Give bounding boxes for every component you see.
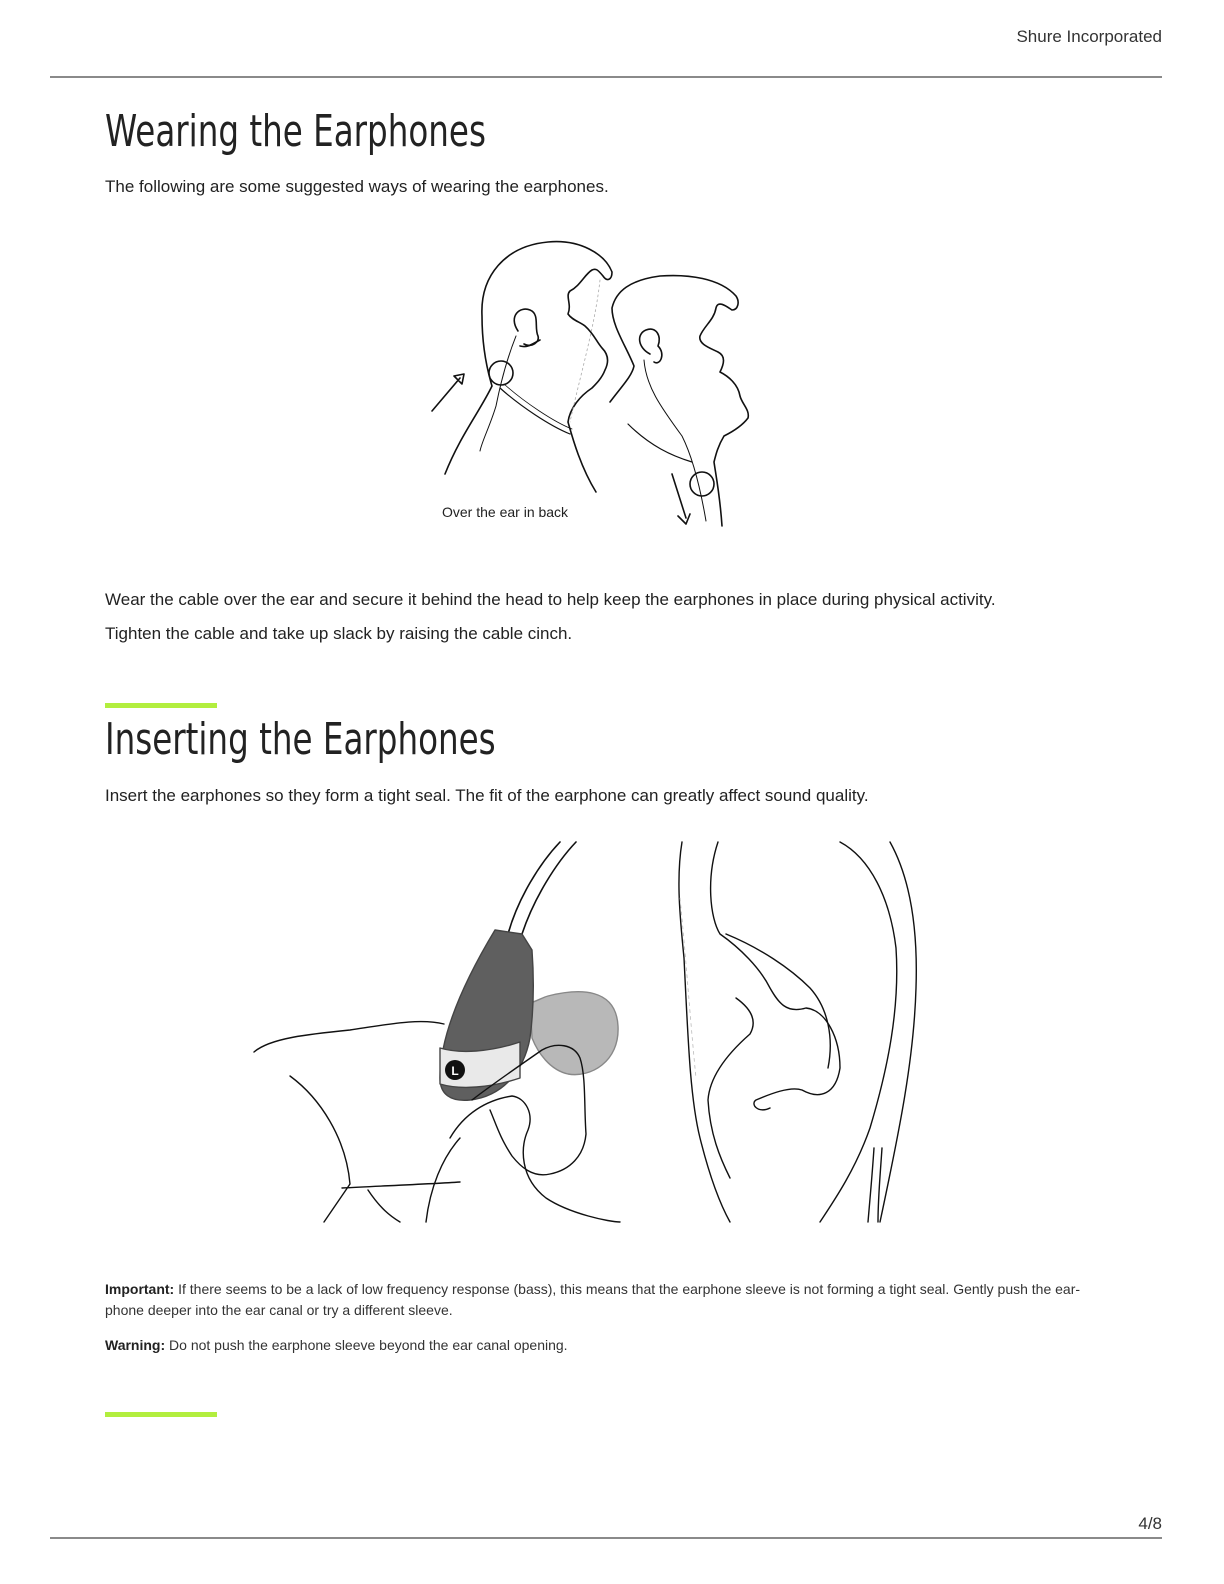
back-head-collar-inner [504, 384, 572, 429]
section-title-inserting: Inserting the Earphones [105, 714, 496, 765]
warning-text: Do not push the earphone sleeve beyond the ear canal opening. [165, 1337, 568, 1353]
header-company-name: Shure Incorporated [1016, 27, 1162, 46]
footer-divider [50, 1537, 1162, 1539]
ear-inner-curve [711, 842, 840, 1110]
section-accent-bar-2 [105, 1412, 217, 1417]
ear-helix [820, 842, 897, 1222]
wearing-intro-text: The following are some suggested ways of wearing the earphones. [105, 177, 609, 196]
over-ear-illustration [420, 236, 760, 536]
hand-palm [290, 1076, 350, 1222]
ear-cable-right [868, 1148, 874, 1222]
warning-note [105, 1335, 1105, 1356]
earphone-cable [508, 842, 560, 934]
finger [450, 1096, 620, 1222]
important-text: If there seems to be a lack of low frequency response (bass), this means that the earphone sleeve is not forming a tight seal. Gently push the ear-phone deeper into the ear canal or try a different sleeve. [105, 1281, 1081, 1318]
back-head-cable-circle [489, 361, 513, 385]
important-note [105, 1279, 1105, 1321]
earphone-sleeve [529, 992, 618, 1075]
finger-left [426, 1138, 460, 1222]
section-accent-bar [105, 703, 217, 708]
hand-fold [368, 1190, 400, 1222]
earphone-side-letter: L [451, 1064, 459, 1078]
front-head-cable-circle [690, 472, 714, 496]
ear-cable-right-2 [878, 1148, 882, 1222]
back-head-jaw [520, 340, 540, 347]
arrow-up-icon [432, 374, 464, 411]
figure-caption-over-ear: Over the ear in back [442, 504, 569, 520]
ear-helix-outer [880, 842, 916, 1222]
wearing-paragraph-1: Wear the cable over the ear and secure it behind the head to help keep the earphones in place during physical activity. [105, 590, 996, 609]
page-number: 4/8 [1138, 1514, 1162, 1533]
back-head-cheek-line [570, 280, 600, 422]
ear-canal-guide [680, 898, 696, 1078]
inserting-intro-text: Insert the earphones so they form a tight seal. The fit of the earphone can greatly affect sound quality. [105, 786, 869, 805]
back-head-outline [445, 242, 612, 492]
warning-label: Warning: [105, 1337, 166, 1353]
important-label: Important: [105, 1281, 175, 1297]
header-divider [50, 76, 1162, 78]
front-head-ear [640, 329, 662, 363]
section-title-wearing: Wearing the Earphones [105, 106, 486, 157]
back-head-ear [514, 309, 538, 345]
arrow-down-icon [672, 474, 690, 524]
front-head-collar [628, 424, 692, 462]
front-head-cable [644, 360, 706, 521]
insert-earphone-illustration [250, 838, 930, 1228]
wearing-paragraph-2: Tighten the cable and take up slack by raising the cable cinch. [105, 624, 573, 643]
front-head-outline [610, 276, 748, 526]
ear-outer-left [679, 842, 730, 1222]
back-head-collar [500, 388, 570, 434]
hand-outline [254, 1022, 444, 1052]
hand-lower [342, 1182, 460, 1188]
ear-concha [708, 998, 753, 1178]
